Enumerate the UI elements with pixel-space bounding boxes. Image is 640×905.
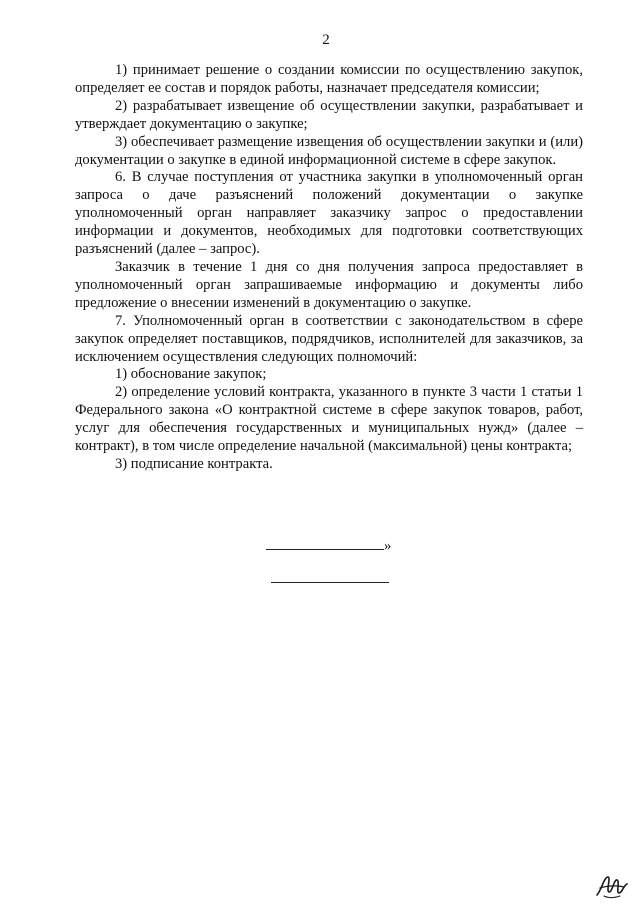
paragraph-5: Заказчик в течение 1 дня со дня получения запроса предоставляет в уполномоченный орган запрашиваемые информацию и документы либо предложение о внесении изменений в документацию о закупке. bbox=[75, 258, 583, 311]
closing-line bbox=[266, 536, 391, 555]
signature-mark bbox=[594, 871, 630, 901]
paragraph-4: 6. В случае поступления от участника закупки в уполномоченный орган запроса о даче разъяснений положений документации о закупке уполномоченный орган направляет заказчику запрос о предоставлении информации и документов, необходимых для подготовки соответствующих разъяснений (далее – запрос). bbox=[75, 169, 583, 258]
paragraph-1: 1) принимает решение о создании комиссии по осуществлению закупок, определяет ее состав и порядок работы, назначает председателя комиссии; bbox=[75, 62, 583, 96]
paragraph-6: 7. Уполномоченный орган в соответствии с законодательством в сфере закупок определяет поставщиков, подрядчиков, исполнителей для заказчиков, за исключением осуществления следующих полномочий: bbox=[75, 312, 583, 365]
closing-quote: » bbox=[384, 538, 392, 554]
paragraph-8: 2) определение условий контракта, указанного в пункте 3 части 1 статьи 1 Федерального закона «О контрактной системе в сфере закупок товаров, работ, услуг для обеспечения государственных и муниципальных нужд» (далее – контракт), в том числе определение начальной (максимальной) цены контракта; bbox=[75, 384, 583, 455]
page-number: 2 bbox=[322, 32, 330, 48]
closing-rule bbox=[266, 536, 384, 550]
paragraph-2: 2) разрабатывает извещение об осуществлении закупки, разрабатывает и утверждает документацию о закупке; bbox=[75, 97, 583, 132]
paragraph-3: 3) обеспечивает размещение извещения об осуществлении закупки и (или) документации о закупке в единой информационной системе в сфере закупок. bbox=[75, 133, 583, 168]
separator-line bbox=[271, 582, 389, 583]
document-body bbox=[75, 62, 583, 474]
paragraph-7: 1) обоснование закупок; bbox=[115, 366, 267, 383]
paragraph-9: 3) подписание контракта. bbox=[115, 455, 273, 472]
